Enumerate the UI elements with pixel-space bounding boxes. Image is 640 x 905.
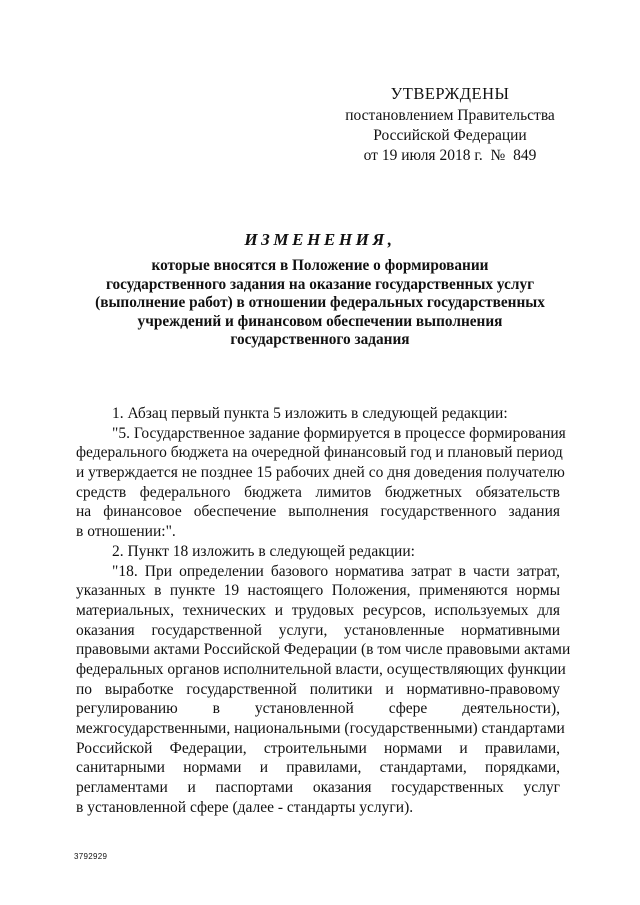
document-number: 3792929: [74, 852, 108, 861]
document-subtitle-line: государственного задания на оказание государственных услуг: [105, 275, 535, 293]
paragraph-2-line: средств федерального бюджета лимитов бюджетных обязательств: [76, 483, 560, 501]
paragraph-4-line: в установленной сфере (далее - стандарты услуги).: [76, 798, 414, 816]
document-subtitle-line: государственного задания: [230, 331, 410, 349]
decree-date-number: от 19 июля 2018 г. № 849: [363, 147, 537, 164]
paragraph-4-line: межгосударственными, национальными (государственными) стандартами: [76, 720, 565, 737]
paragraph-2-line: и утверждается не позднее 15 рабочих дней со дня доведения получателю: [76, 464, 565, 482]
paragraph-4-line: федеральных органов исполнительной власти, осуществляющих функции: [76, 660, 566, 678]
document-title-block: [70, 229, 570, 350]
paragraph-3-line: 2. Пункт 18 изложить в следующей редакции:: [112, 542, 415, 560]
paragraph-4-line: материальных, технических и трудовых ресурсов, используемых для: [76, 601, 560, 619]
paragraph-4-line: Российской Федерации, строительными нормами и правилами,: [76, 739, 560, 757]
paragraph-4-line: указанных в пункте 19 настоящего Положения, применяются нормы: [76, 582, 560, 600]
paragraph-2-line: "5. Государственное задание формируется в процессе формирования: [112, 424, 566, 442]
paragraph-2-line: в отношении:".: [76, 523, 176, 541]
paragraph-2-line: на финансовое обеспечение выполнения государственного задания: [76, 503, 560, 521]
paragraph-4-line: регламентами и паспортами оказания государственных услуг: [76, 779, 560, 797]
document-body: [76, 404, 571, 817]
decree-line-1: постановлением Правительства: [345, 107, 555, 124]
paragraph-4-line: правовыми актами Российской Федерации (в том числе правовыми актами: [76, 641, 571, 659]
paragraph-4-line: "18. При определении базового норматива затрат в части затрат,: [112, 562, 560, 580]
paragraph-1-line: 1. Абзац первый пункта 5 изложить в следующей редакции:: [112, 405, 508, 422]
paragraph-2-line: федерального бюджета на очередной финансовый год и плановый период: [76, 444, 563, 462]
document-subtitle-line: (выполнение работ) в отношении федеральных государственных: [95, 294, 545, 312]
decree-line-2: Российской Федерации: [373, 127, 527, 144]
paragraph-4-line: оказания государственной услуги, установленные нормативными: [76, 621, 560, 639]
paragraph-4-line: регулированию в установленной сфере деятельности),: [76, 700, 560, 718]
paragraph-4-line: санитарными нормами и правилами, стандартами, порядками,: [76, 759, 560, 777]
approved-heading: УТВЕРЖДЕНЫ: [390, 84, 510, 103]
document-subtitle-line: которые вносятся в Положение о формировании: [151, 257, 489, 274]
document-title: ИЗМЕНЕНИЯ,: [244, 230, 396, 249]
document-subtitle-line: учреждений и финансовом обеспечении выполнения: [137, 312, 503, 330]
paragraph-4-line: по выработке государственной политики и нормативно-правовому: [76, 680, 560, 698]
approval-stamp: [330, 84, 570, 166]
